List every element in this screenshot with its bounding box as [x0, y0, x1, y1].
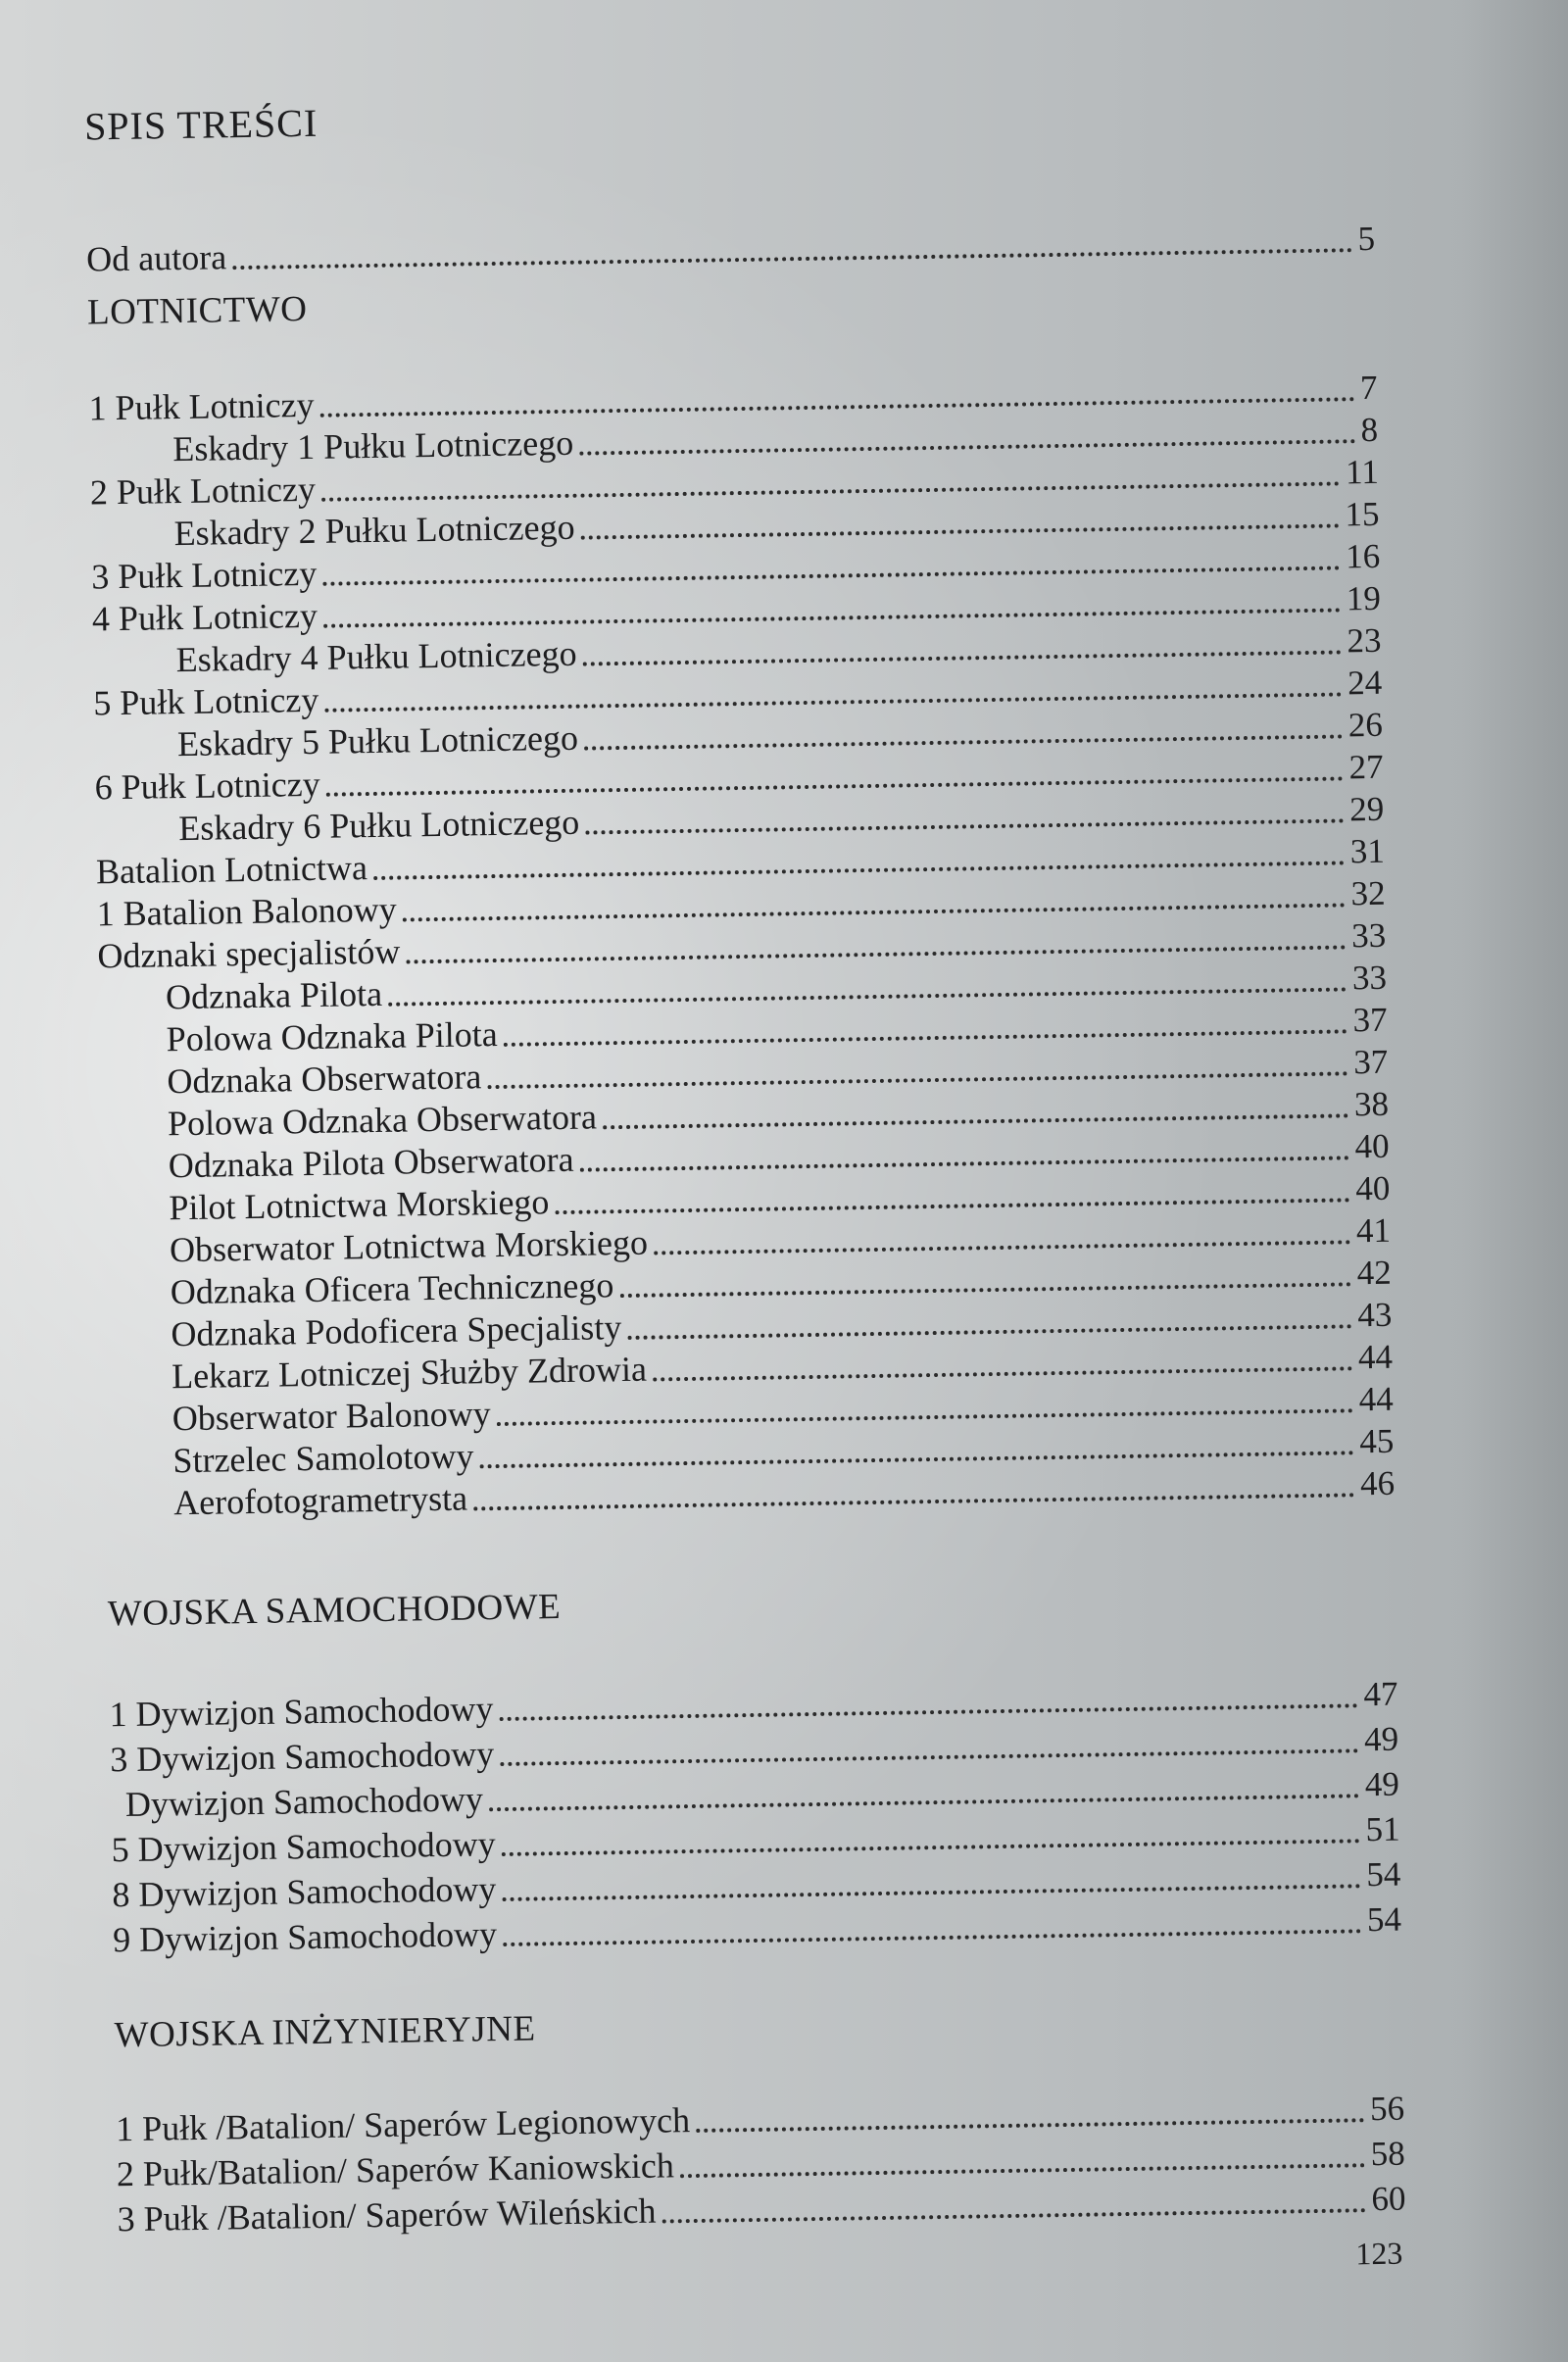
toc-entry-page: 43 — [1357, 1295, 1393, 1335]
toc-entry-label: 5 Dywizjon Samochodowy — [111, 1824, 496, 1870]
toc-entry-page: 40 — [1354, 1168, 1391, 1208]
toc-entry-page: 27 — [1348, 747, 1384, 787]
toc-entry-label: 2 Pułk/Batalion/ Saperów Kaniowskich — [116, 2145, 675, 2194]
toc-entry-label: Odznaka Podoficera Specjalisty — [171, 1307, 622, 1354]
toc-entry-page: 37 — [1352, 1042, 1389, 1082]
toc-entry-page: 44 — [1358, 1379, 1394, 1419]
toc-entry-label: Polowa Odznaka Obserwatora — [167, 1097, 598, 1144]
toc-entry-page: 45 — [1359, 1421, 1395, 1461]
dot-leader — [679, 2134, 1365, 2178]
toc-entry-label: 9 Dywizjon Samochodowy — [112, 1914, 498, 1960]
page-title: SPIS TREŚCI — [83, 100, 318, 149]
toc-entry-label: 3 Dywizjon Samochodowy — [109, 1734, 495, 1780]
toc-entry-page: 46 — [1359, 1463, 1396, 1503]
toc-entry-label: Odznaka Pilota Obserwatora — [168, 1139, 574, 1186]
toc-entry-label: 3 Pułk Lotniczy — [91, 553, 318, 597]
toc-entry-page: 54 — [1366, 1899, 1402, 1940]
dot-leader — [232, 219, 1352, 270]
toc-entry-page: 38 — [1353, 1084, 1390, 1124]
toc-entry-page: 58 — [1370, 2134, 1406, 2174]
dot-leader — [499, 1674, 1357, 1721]
toc-entry-label: Eskadry 2 Pułku Lotniczego — [173, 507, 575, 554]
section-heading-wojska-samochodowe: WOJSKA SAMOCHODOWE — [107, 1587, 562, 1635]
toc-entry-label: Lekarz Lotniczej Służby Zdrowia — [171, 1349, 648, 1397]
toc-entry-page: 26 — [1348, 705, 1384, 745]
page-number: 123 — [1355, 2235, 1403, 2272]
toc-entry-label: Eskadry 1 Pułku Lotniczego — [172, 422, 574, 469]
toc-entry-page: 33 — [1351, 958, 1388, 998]
toc-entry-page: 33 — [1350, 915, 1387, 956]
toc-entry-page: 42 — [1356, 1253, 1392, 1293]
toc-entry-page: 54 — [1365, 1854, 1401, 1895]
dot-leader — [662, 2179, 1366, 2223]
toc-entry-page: 49 — [1363, 1719, 1399, 1759]
toc-entry-label: 5 Pułk Lotniczy — [93, 679, 319, 723]
toc-entry-label: Eskadry 4 Pułku Lotniczego — [175, 633, 577, 680]
toc-entry-label: 4 Pułk Lotniczy — [91, 595, 318, 639]
toc-entry-page: 24 — [1347, 663, 1383, 703]
toc-entry-label: Dywizjon Samochodowy — [124, 1779, 484, 1825]
toc-entry-page: 56 — [1369, 2089, 1405, 2129]
toc-entry-label: 1 Dywizjon Samochodowy — [109, 1689, 494, 1735]
toc-entry-page: 51 — [1365, 1809, 1400, 1849]
toc-entry-label: Od autora — [85, 237, 227, 279]
toc-entry-label: Obserwator Balonowy — [172, 1394, 492, 1439]
toc-entry-page: 60 — [1371, 2179, 1406, 2219]
toc-entry-label: Odznaka Obserwatora — [167, 1057, 482, 1102]
toc-entry-page: 5 — [1357, 219, 1376, 259]
toc-entry-label: Strzelec Samolotowy — [172, 1436, 474, 1481]
dot-leader — [654, 1210, 1351, 1255]
toc-entry-page: 37 — [1352, 1000, 1388, 1040]
toc-entry-page: 29 — [1348, 789, 1385, 829]
section-heading-lotnictwo: LOTNICTWO — [86, 288, 308, 333]
toc-entry-label: Pilot Lotnictwa Morskiego — [169, 1182, 550, 1228]
toc-entry-page: 47 — [1363, 1674, 1398, 1714]
toc-entry-label: Odznaki specjalistów — [97, 931, 401, 976]
toc-entry-page: 32 — [1350, 873, 1386, 913]
toc-entry-label: Obserwator Lotnictwa Morskiego — [169, 1222, 649, 1270]
toc-entry-page: 8 — [1360, 410, 1379, 450]
toc-entry-page: 19 — [1346, 578, 1382, 618]
dot-leader — [696, 2089, 1365, 2133]
toc-entry-label: Odznaka Oficera Technicznego — [170, 1265, 614, 1312]
toc-entry-page: 7 — [1359, 368, 1378, 408]
toc-entry-page: 31 — [1349, 831, 1386, 871]
toc-entry-label: 1 Batalion Balonowy — [96, 889, 397, 934]
toc-entry-label: 1 Pułk /Batalion/ Saperów Legionowych — [115, 2100, 691, 2149]
toc-entry-label: Eskadry 5 Pułku Lotniczego — [176, 717, 579, 764]
toc-entry-page: 23 — [1347, 620, 1382, 661]
section-heading-wojska-inzynieryjne: WOJSKA INŻYNIERYJNE — [114, 2008, 536, 2056]
toc-entry-page: 44 — [1357, 1337, 1394, 1377]
toc-entry-label: 2 Pułk Lotniczy — [89, 468, 317, 513]
toc-entry-label: Odznaka Pilota — [165, 973, 383, 1017]
toc-entry-label: Batalion Lotnictwa — [95, 848, 368, 892]
dot-leader — [653, 1337, 1353, 1381]
toc-entry-label: Aerofotogrametrysta — [172, 1478, 468, 1523]
toc-entry-page: 15 — [1345, 494, 1380, 534]
toc-entry-page: 40 — [1354, 1126, 1390, 1166]
toc-entry-label: 6 Pułk Lotniczy — [94, 763, 320, 808]
toc-entry-page: 11 — [1345, 452, 1380, 492]
toc-entry-page: 49 — [1364, 1764, 1400, 1804]
toc-entry-label: 3 Pułk /Batalion/ Saperów Wileńskich — [117, 2190, 657, 2239]
toc-entry-page: 16 — [1345, 536, 1381, 576]
toc-entry-label: 8 Dywizjon Samochodowy — [112, 1869, 497, 1915]
toc-entry-label: Eskadry 6 Pułku Lotniczego — [178, 802, 580, 849]
toc-entry-label: Polowa Odznaka Pilota — [166, 1014, 498, 1059]
toc-entry-page: 41 — [1355, 1210, 1392, 1251]
toc-entry-label: 1 Pułk Lotniczy — [88, 384, 315, 428]
toc-entry — [86, 217, 1376, 280]
